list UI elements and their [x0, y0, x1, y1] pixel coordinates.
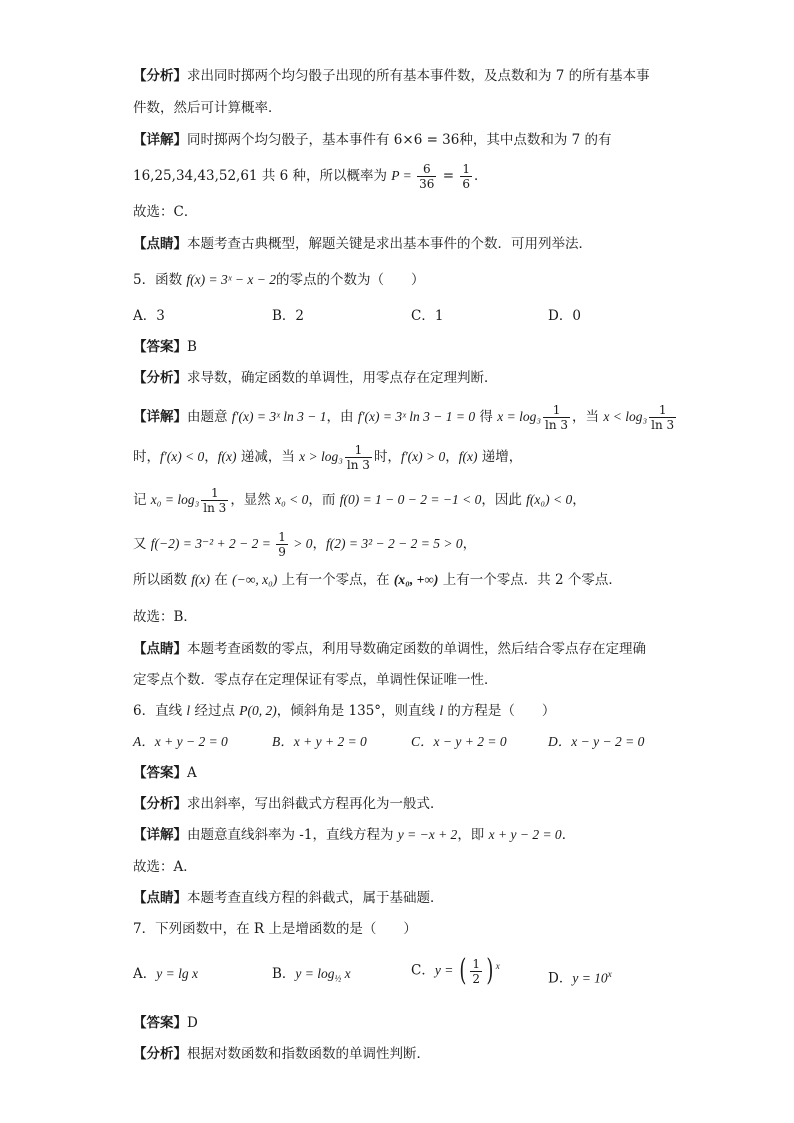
q7-option-c: C．y = ( $\frac{1}{2}$ ) $^x$ — [411, 953, 500, 988]
q5-stem: 5．函数 f(x) = 3ˣ − x − 2的零点的个数为（ ） — [133, 272, 425, 288]
q5-detail-line1: 【详解】由题意 f′(x) = 3ˣ ln 3 − 1，由 f′(x) = 3ˣ ln 3 − 1 = 0 得 x = log₃ $\frac{1}{\ln 3}$ ，当 x < log₃ $\frac{1}{\ln 3}$ — [133, 403, 675, 432]
q7-option-d: D．$y = 10^x$ — [548, 969, 612, 987]
q5-detail-line5: 所以函数 f(x) 在 (−∞, x₀) 上有一个零点，在 (x₀, +∞) 上有一个零点．共 2 个零点． — [133, 572, 622, 588]
comment-tag: 【点睛】 — [133, 236, 187, 252]
q4-comment: 【点睛】本题考查古典概型，解题关键是求出基本事件的个数．可用列举法． — [133, 236, 592, 252]
q5-analysis: 【分析】求导数，确定函数的单调性，用零点存在定理判断． — [133, 370, 498, 386]
q6-option-a: A．x + y − 2 = 0 — [133, 734, 228, 749]
q4-analysis-line2: 件数，然后可计算概率． — [133, 100, 282, 116]
q7-option-b: B．$y = \log_{\frac{1}{2}} x$ — [272, 966, 351, 984]
q6-option-b: B．x + y + 2 = 0 — [272, 734, 367, 749]
q5-comment-line2: 定零点个数．零点存在定理保证有零点，单调性保证唯一性． — [133, 672, 498, 688]
q7-answer: 【答案】D — [133, 1015, 198, 1031]
q6-analysis: 【分析】求出斜率，写出斜截式方程再化为一般式． — [133, 796, 444, 812]
q7-analysis: 【分析】根据对数函数和指数函数的单调性判断． — [133, 1046, 430, 1062]
q6-option-d: D．x − y − 2 = 0 — [548, 734, 645, 749]
q5-answer: 【答案】B — [133, 339, 197, 355]
q6-comment: 【点睛】本题考查直线方程的斜截式，属于基础题． — [133, 890, 444, 906]
q5-option-c: C．1 — [411, 308, 444, 324]
q5-detail-line4: 又 f(−2) = 3⁻² + 2 − 2 = $\frac{1}{9}$ > 0，f(2) = 3² − 2 − 2 = 5 > 0， — [133, 530, 477, 559]
q5-detail-line3: 记 x₀ = log₃ $\frac{1}{\ln 3}$ ，显然 x₀ < 0，而 f(0) = 1 − 0 − 2 = −1 < 0，因此 f(x₀) < 0， — [133, 486, 586, 515]
fraction: $\frac{1}{6}$ — [462, 162, 470, 191]
detail-tag: 【详解】 — [133, 132, 187, 148]
q4-detail-line2: 16,25,34,43,52,61 共 6 种，所以概率为 P = $\frac{6}{36}$ = $\frac{1}{6}$ ． — [133, 162, 488, 191]
q5-comment-line1: 【点睛】本题考查函数的零点，利用导数确定函数的单调性，然后结合零点存在定理确 — [133, 641, 646, 657]
q7-stem: 7．下列函数中，在 R 上是增函数的是（ ） — [133, 921, 417, 937]
q5-choose: 故选：B． — [133, 609, 197, 625]
q5-option-d: D．0 — [548, 308, 581, 324]
q6-stem: 6．直线 l 经过点 P(0, 2)，倾斜角是 135°，则直线 l 的方程是（ ） — [133, 703, 556, 719]
q6-answer: 【答案】A — [133, 765, 197, 781]
q6-choose: 故选：A． — [133, 859, 197, 875]
q5-option-b: B．2 — [272, 308, 305, 324]
q6-option-c: C．x − y + 2 = 0 — [411, 734, 507, 749]
analysis-tag: 【分析】 — [133, 68, 187, 84]
q4-detail-line1: 【详解】同时掷两个均匀骰子，基本事件有 6×6 = 36种，其中点数和为 7 的有 — [133, 132, 612, 148]
q7-option-a: A．y = lg x — [133, 966, 198, 982]
q4-analysis-line1: 【分析】求出同时掷两个均匀骰子出现的所有基本事件数，及点数和为 7 的所有基本事 — [133, 68, 650, 84]
q5-option-a: A．3 — [133, 308, 165, 324]
q6-detail: 【详解】由题意直线斜率为 -1，直线方程为 y = −x + 2，即 x + y − 2 = 0． — [133, 827, 576, 843]
q4-choose: 故选：C． — [133, 204, 198, 220]
q5-detail-line2: 时，f′(x) < 0，f(x) 递减，当 x > log₃ $\frac{1}{\ln 3}$ 时，f′(x) > 0，f(x) 递增， — [133, 443, 523, 472]
fraction: $\frac{6}{36}$ — [419, 162, 435, 191]
